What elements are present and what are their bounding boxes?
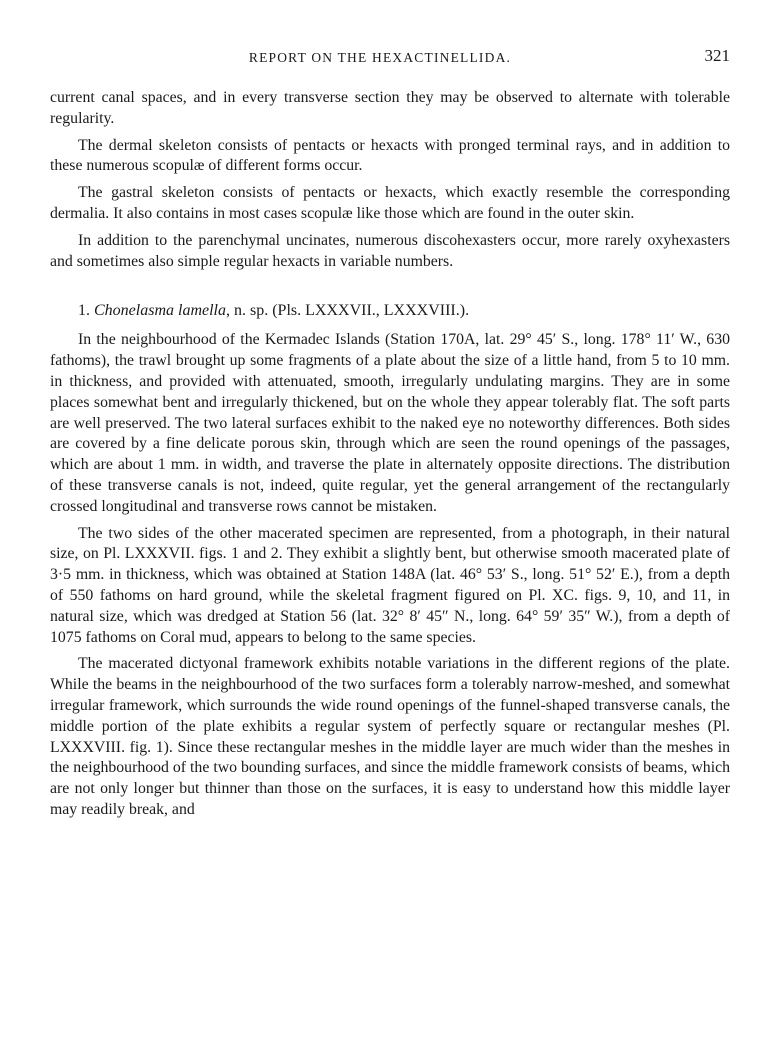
paragraph-macerated-specimen: The two sides of the other macerated specimen are represented, from a photograph, in their natural size, on Pl. LXXXVII. figs. 1 and 2. They exhibit a slightly bent, but otherwise smooth macerated plate of 3·5 mm. in thickness, which was obtained at Station 148A (lat. 46° 53′ S., long. 51° 52′ E.), from a depth of 550 fathoms on hard ground, while the skeletal fragment figured on Pl. XC. figs. 9, 10, and 11, in natural size, which was dredged at Station 56 (lat. 32° 8′ 45″ N., long. 64° 59′ 35″ W.), from a depth of 1075 fathoms on Coral mud, appears to belong to the same species. (50, 524, 730, 646)
paragraph-canal-spaces: current canal spaces, and in every transverse section they may be observed to alternate with tolerable regularity. (50, 89, 730, 127)
page-number: 321 (704, 46, 730, 65)
paragraph-gastral-skeleton: The gastral skeleton consists of pentacts or hexacts, which exactly resemble the corresponding dermalia. It also contains in most cases scopulæ like those which are found in the outer skin. (50, 184, 730, 222)
species-heading (50, 300, 730, 321)
species-number: 1. (78, 302, 90, 320)
page-header (0, 46, 776, 70)
running-title: REPORT ON THE HEXACTINELLIDA. (248, 50, 512, 65)
species-heading-rest: , n. sp. (Pls. LXXXVII., LXXXVIII.). (226, 302, 470, 320)
paragraph-kermadec: In the neighbourhood of the Kermadec Islands (Station 170A, lat. 29° 45′ S., long. 178° 11′ W., 630 fathoms), the trawl brought up some fragments of a plate about the size of a little hand, from 5 to 10 mm. in thickness, and provided with attenuated, smooth, irregularly undulating margins. They are in some places somewhat bent and irregularly thickened, but on the whole they appear tolerably flat. The soft parts are well preserved. The two lateral surfaces exhibit to the naked eye no noteworthy differences. Both sides are covered by a fine delicate porous skin, through which are seen the round openings of the passages, which are about 1 mm. in width, and traverse the plate in alternately opposite directions. The distribution of these transverse canals is not, indeed, quite regular, yet the general arrangement of the rectangularly crossed longitudinal and transverse rows cannot be mistaken. (50, 331, 730, 515)
species-name: Chonelasma lamella (94, 302, 226, 320)
paragraph-dictyonal-framework: The macerated dictyonal framework exhibits notable variations in the different regions of the plate. While the beams in the neighbourhood of the two surfaces form a tolerably narrow-meshed, and somewhat irregular framework, which surrounds the wide round openings of the funnel-shaped transverse canals, the middle portion of the plate exhibits a regular system of perfectly square or rectangular meshes (Pl. LXXXVIII. fig. 1). Since these rectangular meshes in the middle layer are much wider than the meshes in the neighbourhood of the two bounding surfaces, and since the middle framework consists of beams, which are not only longer but thinner than those on the surfaces, it is easy to understand how this middle layer may readily break, and (50, 655, 730, 818)
page-body (50, 88, 730, 827)
paragraph-parenchymal: In addition to the parenchymal uncinates, numerous discohexasters occur, more rarely oxyhexasters and sometimes also simple regular hexacts in variable numbers. (50, 231, 730, 270)
paragraph-dermal-skeleton: The dermal skeleton consists of pentacts or hexacts with pronged terminal rays, and in addition to these numerous scopulæ of different forms occur. (50, 136, 730, 175)
